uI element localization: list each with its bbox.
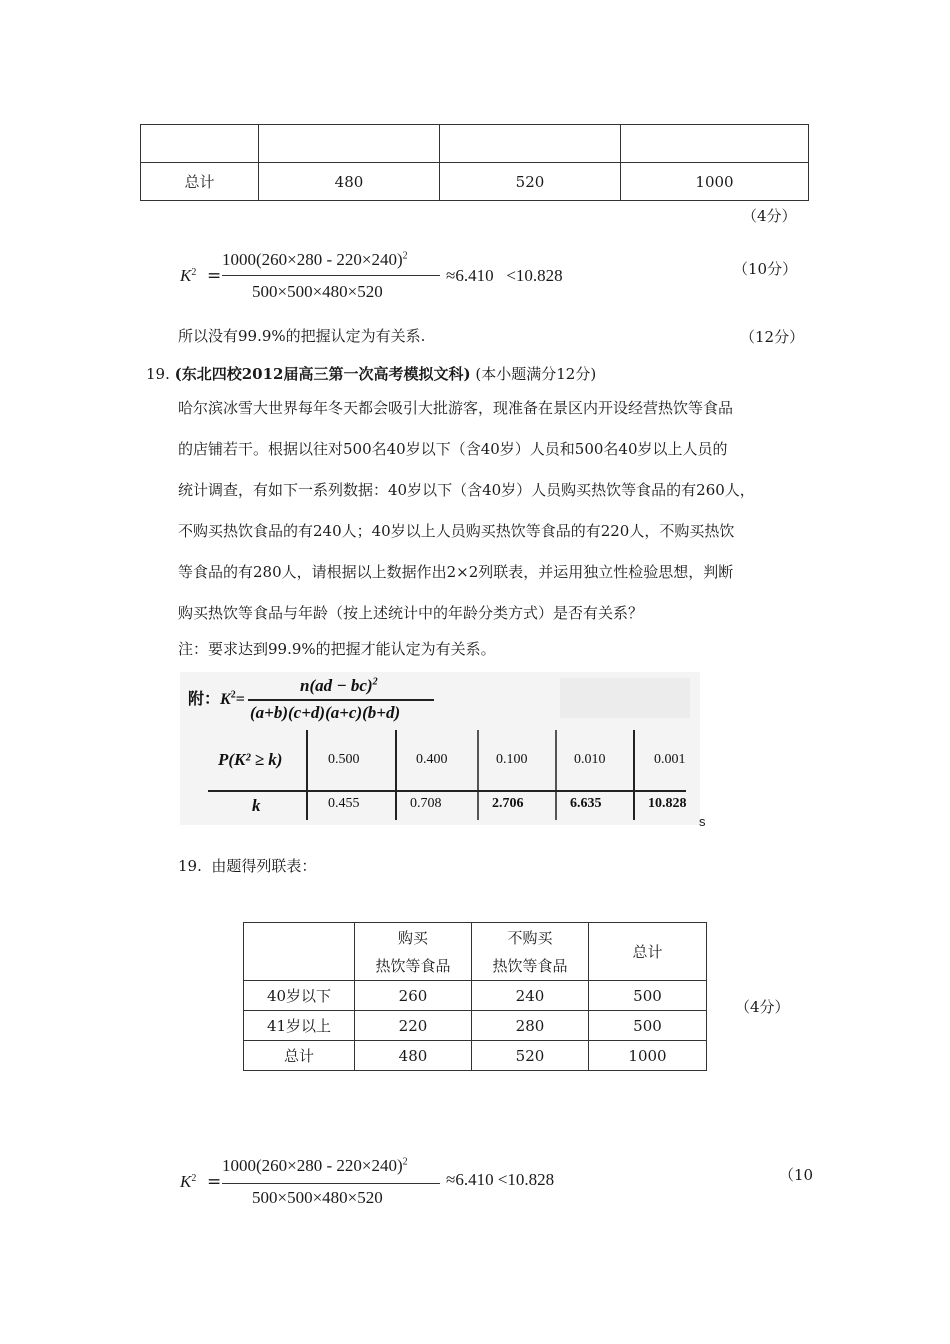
fraction-bar: [222, 1183, 440, 1184]
fraction-bar: [222, 275, 440, 276]
table-cell: 总计: [244, 1041, 355, 1071]
p-value: 0.001: [654, 752, 686, 767]
formula-denominator: 500×500×480×520: [252, 282, 383, 301]
k-value: 10.828: [648, 796, 687, 811]
table-cell: 41岁以上: [244, 1011, 355, 1041]
table-cell: 1000: [589, 1041, 707, 1071]
appendix-fraction-bar: [248, 699, 434, 701]
table-cell: 500: [589, 1011, 707, 1041]
table-row: [244, 1041, 707, 1071]
vline: [555, 730, 557, 820]
problem-line: 的店铺若干。根据以往对500名40岁以下（含40岁）人员和500名40岁以上人员的: [178, 440, 728, 458]
problem-line: 等食品的有280人，请根据以上数据作出2×2列联表，并运用独立性检验思想，判断: [178, 563, 734, 581]
p-value: 0.400: [416, 752, 448, 767]
vline: [395, 730, 397, 820]
score-12: （12分）: [740, 328, 805, 346]
formula-equals: =: [207, 266, 222, 286]
stray-mark: s: [699, 814, 706, 829]
p-value: 0.100: [496, 752, 528, 767]
score-10: （10分）: [733, 260, 798, 278]
top-table: [140, 124, 809, 201]
table-cell: [440, 125, 621, 163]
appendix-label: 附：$K^2=$: [188, 689, 245, 708]
problem-points: (本小题满分12分): [475, 365, 597, 383]
k-value: 2.706: [492, 796, 524, 811]
table-row: [244, 981, 707, 1011]
vline: [633, 730, 635, 820]
formula-equals: =: [207, 1172, 222, 1192]
formula-numerator: $1000(260\times 280 - 220\times 240)^2$: [222, 1156, 408, 1175]
p-value: 0.500: [328, 752, 360, 767]
formula-result: ≈6.410 <10.828: [446, 1170, 555, 1189]
k-value: 0.455: [328, 796, 360, 811]
problem-heading: [146, 364, 596, 384]
problem-line: 不购买热饮食品的有240人；40岁以上人员购买热饮等食品的有220人，不购买热饮: [178, 522, 735, 540]
table-cell: 1000: [621, 163, 809, 201]
table-header-cell: 不购买 热饮等食品: [472, 923, 589, 981]
table-header-cell: 购买 热饮等食品: [355, 923, 472, 981]
contingency-table: [243, 922, 707, 1071]
appendix-denominator: (a+b)(c+d)(a+c)(b+d): [250, 703, 401, 722]
k-value: 0.708: [410, 796, 442, 811]
table-cell: 220: [355, 1011, 472, 1041]
problem-line: 统计调查，有如下一系列数据：40岁以下（含40岁）人员购买热饮等食品的有260人，: [178, 481, 755, 499]
score-4: （4分）: [735, 998, 790, 1016]
formula-numerator: $1000(260\times 280 - 220\times 240)^2$: [222, 250, 408, 269]
vline: [306, 730, 308, 820]
hline: [208, 790, 686, 792]
formula-lhs: $K^2$: [180, 1172, 197, 1191]
row-label-k: k: [252, 796, 261, 815]
formula-fraction: [222, 250, 442, 302]
row-label-p: P(K² ≥ k): [218, 750, 283, 769]
k-value: 6.635: [570, 796, 602, 811]
score-10: （10: [779, 1166, 814, 1184]
formula-result: ≈6.410 <10.828: [446, 266, 563, 285]
table-cell: 520: [440, 163, 621, 201]
table-cell: 280: [472, 1011, 589, 1041]
table-cell: [259, 125, 440, 163]
solution-intro: 19. 由题得列联表：: [178, 857, 317, 875]
problem-source: (东北四校2012届高三第一次高考模拟文科): [174, 365, 471, 383]
scan-noise: [560, 678, 690, 718]
table-cell: 480: [259, 163, 440, 201]
table-cell: 40岁以下: [244, 981, 355, 1011]
table-header-cell: 总计: [589, 923, 707, 981]
problem-note: 注：要求达到99.9%的把握才能认定为有关系。: [178, 640, 496, 658]
vline: [477, 730, 479, 820]
table-cell: 500: [589, 981, 707, 1011]
appendix-image: [180, 672, 700, 825]
table-row: [244, 1011, 707, 1041]
table-cell: 520: [472, 1041, 589, 1071]
formula-fraction: [222, 1156, 442, 1208]
table-cell: 总计: [141, 163, 259, 201]
conclusion-text: 所以没有99.9%的把握认定为有关系.: [178, 327, 426, 345]
table-cell: 240: [472, 981, 589, 1011]
problem-line: 哈尔滨冰雪大世界每年冬天都会吸引大批游客，现准备在景区内开设经营热饮等食品: [178, 399, 734, 417]
p-value: 0.010: [574, 752, 606, 767]
table-cell: [621, 125, 809, 163]
table-header-cell: [244, 923, 355, 981]
table-cell: 260: [355, 981, 472, 1011]
formula-denominator: 500×500×480×520: [252, 1188, 383, 1207]
appendix-numerator: n(ad − bc)$^2$: [300, 676, 378, 695]
formula-lhs: $K^2$: [180, 266, 197, 285]
problem-line: 购买热饮等食品与年龄（按上述统计中的年龄分类方式）是否有关系？: [178, 604, 644, 622]
score-4: （4分）: [742, 207, 797, 225]
table-cell: 480: [355, 1041, 472, 1071]
table-cell: [141, 125, 259, 163]
problem-number: 19.: [146, 365, 170, 383]
